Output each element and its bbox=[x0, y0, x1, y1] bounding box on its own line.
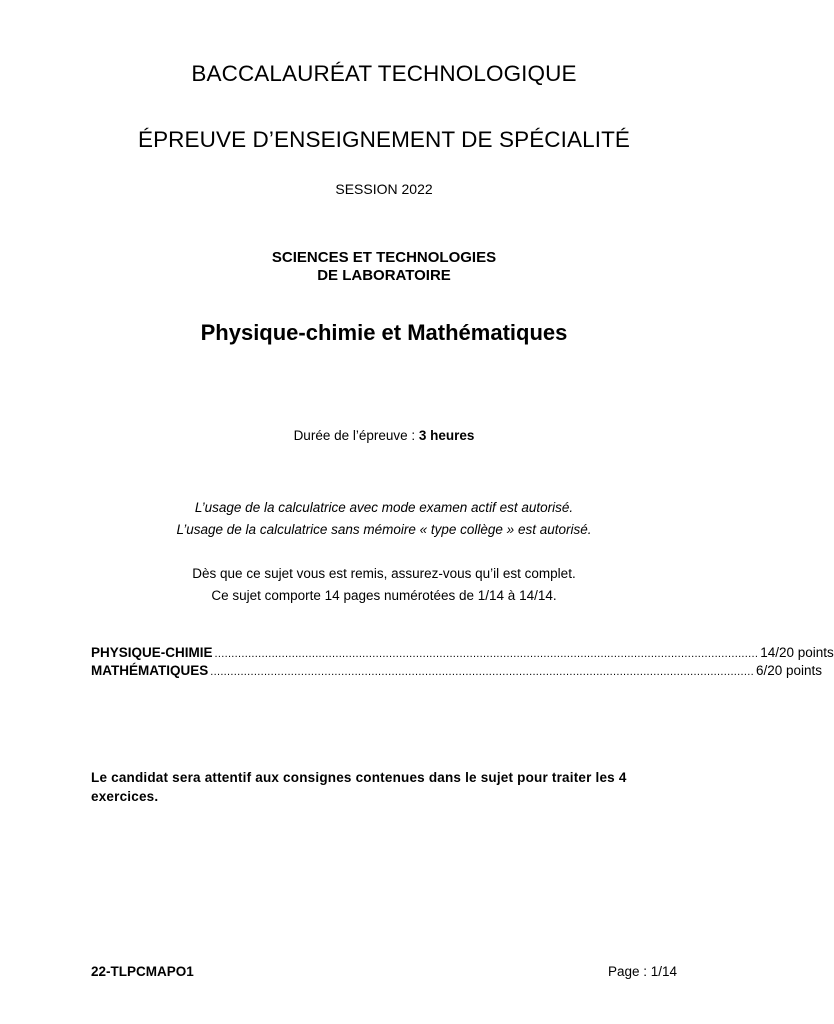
points-label: MATHÉMATIQUES bbox=[91, 663, 209, 678]
duration-line bbox=[0, 427, 768, 445]
instruction-line-1: Dès que ce sujet vous est remis, assurez-vous qu’il est complet. bbox=[192, 566, 576, 581]
points-label: PHYSIQUE-CHIMIE bbox=[91, 645, 213, 660]
candidate-notice: Le candidat sera attentif aux consignes contenues dans le sujet pour traiter les 4 exercices. bbox=[91, 770, 627, 804]
points-row-mathematiques bbox=[91, 662, 823, 681]
footer-exam-code: 22-TLPCMAPO1 bbox=[91, 964, 194, 979]
exam-subtitle: ÉPREUVE D’ENSEIGNEMENT DE SPÉCIALITÉ bbox=[137, 127, 631, 152]
specialty-line-1: SCIENCES ET TECHNOLOGIES bbox=[271, 249, 497, 266]
duration-value: 3 heures bbox=[418, 428, 475, 443]
duration-label: Durée de l’épreuve : bbox=[293, 428, 419, 443]
points-value: 14/20 points bbox=[760, 645, 834, 660]
dot-leader: .................................................................................................................................................................. bbox=[214, 648, 759, 660]
points-row-physique-chimie bbox=[91, 644, 834, 663]
specialty-heading bbox=[0, 249, 768, 285]
session-label: SESSION 2022 bbox=[335, 181, 433, 197]
dot-leader: .................................................................................................................................................................. bbox=[210, 666, 754, 678]
specialty-line-2: DE LABORATOIRE bbox=[317, 267, 451, 284]
exam-title: BACCALAURÉAT TECHNOLOGIQUE bbox=[191, 61, 577, 86]
calculator-rule-2: L’usage de la calculatrice sans mémoire « type collège » est autorisé. bbox=[176, 522, 592, 537]
footer-page-number: Page : 1/14 bbox=[607, 964, 677, 979]
instructions bbox=[0, 563, 768, 607]
points-value: 6/20 points bbox=[755, 663, 823, 678]
subject-title: Physique-chimie et Mathématiques bbox=[200, 320, 568, 345]
calculator-rule-1: L’usage de la calculatrice avec mode examen actif est autorisé. bbox=[194, 500, 574, 515]
calculator-rules bbox=[0, 497, 768, 541]
instruction-line-2: Ce sujet comporte 14 pages numérotées de 1/14 à 14/14. bbox=[211, 588, 557, 603]
